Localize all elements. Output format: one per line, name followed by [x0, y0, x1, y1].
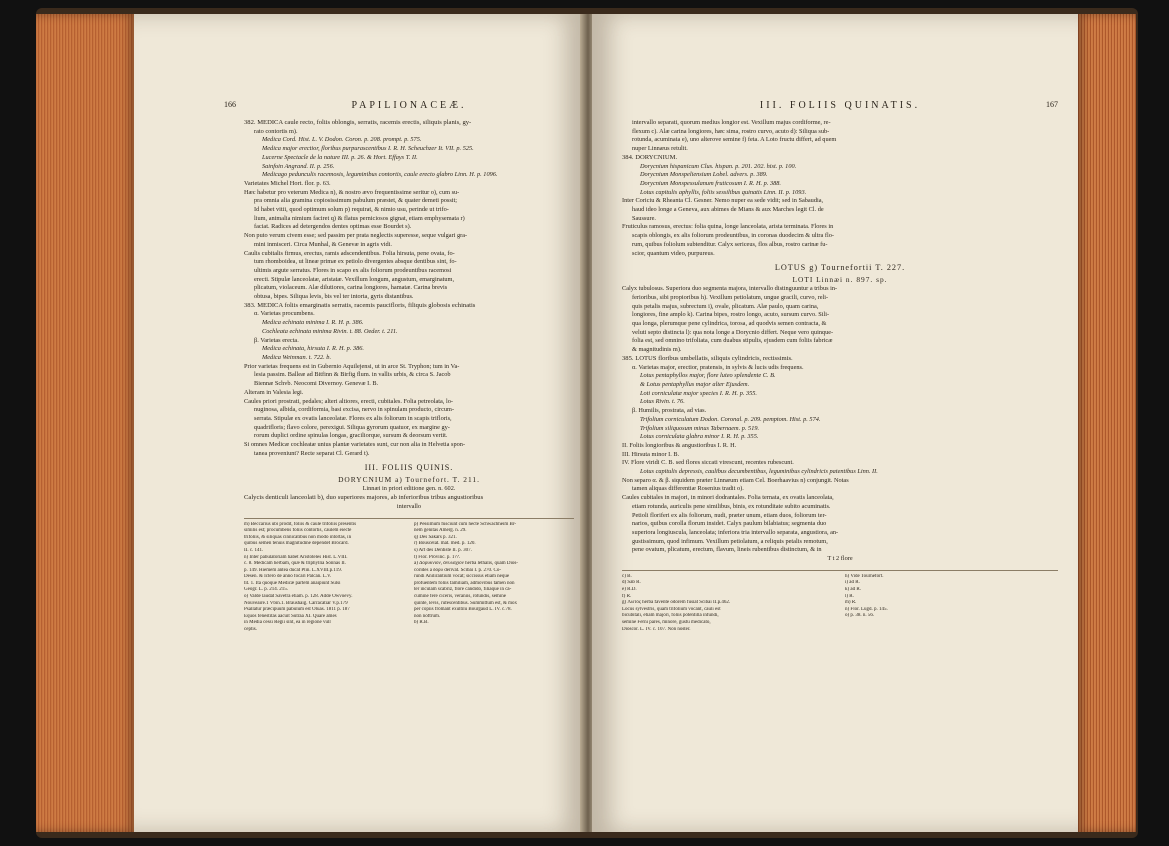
footnote-line: d) Sab R.	[622, 580, 641, 586]
footnote-line: o) Valde laudat Savetra etiam. p. 128. Adde Owvoevy.	[244, 594, 353, 600]
text-line: Linnæi in priori editione gen. n. 602.	[362, 485, 456, 493]
footnote-line: b) R.B.	[414, 620, 429, 626]
text-line: Medicago pedunculis racemosis, leguminibus contortis, caule erecto glabro Linn. H. p. 1096.	[262, 171, 498, 179]
footnote-line: l) R.	[845, 593, 854, 599]
text-line: qua longa, plerumque pene cylindrica, torosa, ad quodvis semen contracta, &	[632, 320, 827, 328]
text-line: Lotus corniculata glabra minor I. R. H. p. 355.	[640, 433, 759, 441]
footnote-line: a) Δορύκνιον, ἀνυλάχιον herba lethalis, quam Dios-	[414, 561, 518, 567]
text-line: Lotus capitulis depressis, caulibus decumbentibus, leguminibus cylindricis patentibus Linn. II.	[640, 468, 878, 476]
footnote-line: n) Inter pabulatoriam habet Aristoteles Hist. L.VIII.	[244, 554, 348, 560]
text-line: Lucerne Spectacle de la nature III. p. 26. & Hort. Effays T. II.	[262, 153, 418, 161]
text-line: Caulis cubitalis firmus, erectus, ramis adscendentibus. Folia hirsuta, pene ovata, fo-	[244, 249, 455, 257]
text-line: quis petalis majus, subrectum i), ovale, plicatum. Alæ paulo, quam carina,	[632, 302, 819, 310]
left-page-content	[224, 14, 574, 832]
text-line: narios, quibus corolla florum insidet. Calyx paulum bilabiatus; segmenta duo	[632, 520, 827, 528]
footnote-line: Desen. & Ictero de anno focari Palcan. L.V.	[244, 574, 332, 580]
text-line: superiora longiuscula, lanceolata; inferiora tria intervallo separata, angustiora, an-	[632, 528, 839, 536]
footnote-line: Nouveaire.1 Vbin.1. Braushaig. Carracatiar V.p.179	[244, 600, 348, 606]
text-line: rum, quibus foliolum subtenditur. Calyx sericeus, flos albus, rostro carinæ fu-	[632, 240, 828, 248]
text-line: & Lotus pentaphyllus major alter Ejusdem.	[640, 380, 750, 388]
footnote-line: m) Beccarius ubi prodit, foliis & caule trifoliis presentis	[244, 521, 357, 527]
footnote-column	[622, 574, 835, 633]
text-line: faciat. Radices ad detergendos dentes optimas esse Bourdet s).	[254, 223, 412, 231]
text-line: Calycis denticuli lanceolati b), duo superiores majores, ab inferioribus tribus angustioribus	[244, 494, 484, 502]
text-line: & magnitudinis m).	[632, 346, 682, 354]
text-line: Sainfoin Angrand. II. p. 256.	[262, 162, 335, 170]
text-line: DORYCNIUM a) Tournefort. T. 211.	[338, 475, 480, 485]
text-line: II. Foliis longioribus & angustioribus I. R. H.	[622, 441, 737, 449]
footnote-line: k) ad R.	[845, 586, 861, 592]
text-line: nuper Linnæus retulit.	[632, 145, 688, 153]
text-line: intervallo separati, quorum medius longior est. Vexillum majus cordiforme, re-	[632, 119, 831, 126]
text-line: Alteram in Valesia legi.	[244, 388, 304, 396]
footnote-column	[845, 574, 1058, 633]
text-line: 382. MEDICA caule recto, foliis oblongis, serratis, racemis erectis, siliquis planis, gy-	[244, 119, 472, 126]
text-line: Calyx tubulosus. Superiora duo segmenta majora, intervallo distinguuntur a tribus in-	[622, 285, 838, 293]
footnote-line: t) Flor. Provinc. p. 1??.	[414, 554, 461, 560]
text-line: 383. MEDICA foliis emarginatis serratis, racemis paucifloris, filiquis globosis echinatis	[244, 301, 476, 309]
text-line: β. Humilis, prostrata, ad vias.	[632, 407, 707, 415]
footnote-line: nem genitas Amerg. n. 29.	[414, 528, 467, 534]
footnote-line: g) Λωτός herba favente odorem fusiat Scibai II.p.462.	[622, 600, 731, 606]
footnote-line: o) p. 38. n. 56.	[845, 613, 875, 619]
text-line: Lotus pentaphyllos major, flore luteo splendente C. B.	[640, 372, 776, 380]
footnote-line: quibus semen tenuis magnitudine dependet Brocard.	[244, 541, 349, 547]
text-line: Hæc habetur pro veterum Medica n), & nostro ævo frequentissime seritur o), cum su-	[244, 188, 460, 196]
running-head-title: PAPILIONACEÆ.	[351, 100, 467, 111]
text-line: Medica Weinman. t. 722. b.	[262, 353, 332, 361]
footnote-line: Geogr. L. p. 214. 215.	[244, 587, 289, 593]
text-line: Dorycnium Monspeliensium Lobel. advers. p. 389.	[640, 171, 768, 179]
footnote-line: profuentem foliis familiam, admovibus tamen non	[414, 580, 515, 586]
right-page-content	[622, 14, 1058, 832]
footnote-line: bicubitali, etiam majori, foliis potentilla infundi,	[622, 613, 719, 619]
footnote-line: c) B.	[622, 573, 632, 579]
footnote-line: cumine fere ciceris, veraniis, rotundis, semine	[414, 594, 506, 600]
text-line: IV. Flore viridi C. B. sed flores siccati virescunt, recentes rubescunt.	[622, 459, 794, 467]
footnote-line: non noftrum.	[414, 613, 441, 619]
footnote-line: s) Art des Dentiste II. p. 307.	[414, 547, 472, 553]
footnote-line: Dioscor. L. IV. c. 107. Non noster.	[622, 626, 691, 632]
footnotes	[244, 518, 574, 634]
footnote-line: q) Des Sakars p. 321.	[414, 534, 457, 540]
text-line: serrata. Stipulæ ex ovatis lanceolatæ. Flores ex alis foliorum in scapis trifloris,	[254, 414, 452, 422]
page-number: 166	[224, 100, 236, 109]
footnote-line: h) Vide Tournefort.	[845, 573, 884, 579]
running-head-title: III. FOLIIS QUINATIS.	[759, 100, 921, 111]
text-line: Medica echinata, hirsuta I. R. H. p. 386.	[262, 345, 364, 353]
footnote-line: similis est; procumbens foliis contortis, caulem eiecte	[244, 528, 352, 534]
text-line: Fruticulus ramosus, erectus: folia quina, longe lanceolata, arista terminata. Flores in	[622, 223, 834, 231]
text-line: nuginosa, albida, cordiformia, basi excisa, nervo in spinulam producto, circum-	[254, 406, 455, 414]
footnote-line: f) R.	[622, 593, 632, 599]
text-line: pra omnia alia gramina copiosissimum pabulum præstet, & quater demeti possit;	[254, 197, 458, 205]
text-line: 384. DORYCNIUM.	[622, 153, 678, 161]
text-line: Medica echinata minima I. R. H. p. 386.	[262, 319, 364, 327]
footnote-line: m) R.	[845, 600, 857, 606]
left-page	[134, 14, 584, 832]
text-line: tamen aliquas differentiæ Rosenius tradit o).	[632, 485, 744, 493]
page-number: 167	[1046, 100, 1058, 109]
text-line: scapis oblongis, ex alis foliorum prodeuntibus, in coronas duodecim & ultra flo-	[632, 232, 834, 240]
text-line: ferioribus, sibi propioribus h). Vexillum petiolatum, ungue gracili, curvo, reli-	[632, 293, 829, 301]
text-line: Dorycnium hispanicum Clus. hispan. p. 201. 202. hist. p. 100.	[640, 162, 797, 170]
text-line: longiores, fine amplo k). Carina bipes, rostro longo, acuto, sursum curvo. Sili-	[632, 311, 830, 319]
footnote-line: i) ad R.	[845, 580, 860, 586]
text-block	[244, 119, 574, 512]
footnote-line: quinte, levis, rufescentibus. Summittum est, & mox	[414, 600, 518, 606]
text-line: α. Varietas major, erectior, pratensis, in sylvis & lucis udis frequens.	[632, 363, 804, 371]
text-line: β. Varietas erecta.	[254, 336, 299, 344]
text-line: Non puto verum civem esse; sed passim per prata neglectis superesse, seque vulgari gra-	[244, 232, 468, 240]
footnote-line: p) Pessimum fusciunt cum hecte Schwachheim Br-	[414, 521, 517, 527]
text-line: rato contortis m).	[254, 127, 298, 135]
text-line: rorum duplici ordine spinulas longas, graciliorque, sursum & deorsum vertit.	[254, 432, 448, 440]
footnote-line: in Media cessi Regii sint, ea in regione vull	[244, 620, 331, 626]
text-line: Trifolium siliquosum minus Tabernaem. p. 519.	[640, 424, 760, 432]
text-line: intervallo	[396, 502, 422, 510]
text-line: erecti. Stipulæ lanceolatæ, aristatæ. Vexillum longum, angustum, emarginatum,	[254, 275, 455, 283]
text-line: LOTI Linnæi n. 897. sp.	[792, 275, 888, 285]
text-line: Dorycnium Monspessulanum fruticosum I. R. H. p. 388.	[640, 179, 781, 187]
text-block	[622, 119, 1058, 564]
text-line: tanea proveniunt? Recte separat Cl. Gerard t).	[254, 449, 370, 457]
footnote-line: n) Flor. Lugd. p. 145.	[845, 606, 888, 612]
text-line: Id habet vitii, quod optimum solum p) requirat, & nimio usu, perinde ut trifo-	[254, 206, 449, 214]
text-line: Lotus capitulis aphyllis, foliis sessilibus quinatis Linn. II. p. 1093.	[640, 188, 807, 196]
footnote-line: ceptis.	[244, 627, 257, 633]
right-page	[592, 14, 1078, 832]
text-line: plicatum, violaceum. Alæ dilutiores, carina longiores, hamatæ. Carina brevis	[254, 284, 448, 292]
text-line: tum rhomboidea, ut lineæ primæ ex petiolo divergentes absque dentibus sint, fo-	[254, 258, 457, 266]
text-line: lium, animalia nimium faciret q) & flatus perniciosos gignat, etiam emphysemata r)	[254, 214, 465, 222]
footnote-line: Locus sylvestris, quam trifolium vocant, cauli est	[622, 606, 721, 612]
footnote-line: II. c. 141.	[244, 547, 264, 553]
footnote-line: e) R.D.	[622, 586, 637, 592]
text-line: Caules priori prostrati, pedales; alteri altiores, erecti, cubitales. Folia petreolata, lo-	[244, 397, 453, 405]
text-line: haud ideo longe a Geneva, aux abimes de Mians & aux Marches legit Cl. de	[632, 206, 824, 214]
text-line: flexum c). Alæ carina longiores, hæc sima, rostro curvo, acuto d): Siliqua sub-	[632, 127, 830, 135]
text-line: Petioli floriferi ex alis foliorum, nudi, præter unum, etiam duos, foliorum ter-	[632, 511, 827, 519]
text-line: quadrifloris; flavo colore, perexigui. Siliqua gyrorum quatuor, ex margine gy-	[254, 423, 450, 431]
text-line: III. Hirsuta minor I. B.	[622, 450, 680, 458]
text-line: Non separo α. & β. siquidem præter Linnæum etiam Cel. Boerhaavius n) conjungit. Notas	[622, 476, 849, 484]
text-line: Trifolium corniculatum Dodon. Coronal. p. 209. pemptom. Hist. p. 574.	[640, 415, 821, 423]
footnotes	[622, 570, 1058, 633]
footnote-column	[244, 522, 404, 634]
footnote-line: tit. 1. Ita quoque Medicæ partem anaipiunt Sulsi	[244, 580, 341, 586]
text-line: lesia passim. Balleæ ad Bitfinn & Birfig flum. in vallis urbis, & circa S. Jacob	[254, 371, 451, 379]
text-line: Caules cubitales in majori, in minori dodrantales. Folia ternata, ex ovatis lanceolata,	[622, 494, 834, 502]
text-line: Varietates Michel Hort. flor. p. 63.	[244, 179, 331, 187]
footnote-line: c. 8. Medicam herbam, quæ & triphyllia Sonnas II.	[244, 561, 346, 567]
text-line: veluti septo distincta l): qua nota longe a Dorycnio differt. Neque vero quinque-	[632, 328, 834, 336]
footnote-line: Psallatur præcipuum pabulum est Oluas. 1811 p. 187	[244, 607, 350, 613]
footnote-line: r) Bouscelat. mat. med. p. 120.	[414, 541, 476, 547]
footnote-line: semine Ferni pares, minore, gustu medicato,	[622, 619, 711, 625]
footnote-line: trifoliis, & siliquas cinnicatibus non modo intortas, in	[244, 534, 352, 540]
text-line: Lotus Rivin. t. 76.	[640, 398, 685, 406]
text-line: folia est, sed omnino trifoliata, cum duabus stipulis, ejusdem cum foliis fabricæ	[632, 337, 833, 345]
text-line: obtusa, bipes. Siliqua levis, bis vel ter intorta, gyris distantibus.	[254, 293, 414, 301]
running-head-right	[622, 100, 1058, 111]
text-line: Medica Cord. Hist. L. V. Dodon. Coron. p. 208. prompt. p. 575.	[262, 136, 422, 144]
footnote-line: p. 149. Hiemem antea ducat Plin. L.XVIII.p.119.	[244, 567, 342, 573]
text-line: etiam rotunda, auriculis pene similibus, binis, ex rotunditate subito acuminatis.	[632, 502, 831, 510]
text-line: 385. LOTUS floribus umbellatis, siliquis cylindricis, rectissimis.	[622, 354, 793, 362]
footnote-column	[414, 522, 574, 634]
footnote-line: ter inculam scabriz, flore candido, filiaque in ca-	[414, 587, 512, 593]
footnote-line: per copiis fromant exultilu Bourgaud L. IV. c.78.	[414, 607, 512, 613]
text-line: III. FOLIIS QUINIS.	[364, 463, 454, 473]
text-line: ultimis argute serratus. Flores in scapo ex alis foliorum prodeuntibus racemosi	[254, 266, 452, 274]
text-line: Loti corniculatæ major species I. R. H. p. 355.	[640, 389, 758, 397]
page-edges-left	[36, 14, 136, 832]
footnote-line: corides a δόρυ derivat. Scibai I. p. 270. Co-	[414, 567, 502, 573]
running-head-left	[224, 100, 574, 111]
text-line: α. Varietas procumbens.	[254, 310, 315, 318]
text-line: Si omnes Medicæ cochleatæ unius plantæ varietates sunt, cur non alia in Helvetia spon-	[244, 441, 466, 449]
text-line: pene ovatum, plicatum, erectum, flavum, lineis rubentibus distinctum, & in	[632, 546, 822, 554]
page-edges-right	[1076, 14, 1136, 832]
text-line: rotunda, acuminata e), uno alterove semine f) feta. A Loto fructu differt, ad quem	[632, 136, 837, 144]
footnote-line: Equos fenestitas aacuit Sutraa XI. Quare ames	[244, 613, 337, 619]
text-line: T t 2 flore	[827, 555, 853, 563]
text-line: scior, quantum video, purpureus.	[632, 249, 715, 257]
footnote-line: rundi Anilirantium vocat; siccissus etiam neque	[414, 574, 510, 580]
text-line: Cochleata echinata minima Rivin. t. 88. Oeder. t. 211.	[262, 327, 398, 335]
text-line: gustissimum, quod infimum. Vexillum petiolatum, a reliquis petalis remotum,	[632, 537, 828, 545]
text-line: Prior varietas frequens est in Gubernio Aquilejensi, ut in arce St. Tryphon; tum in Va-	[244, 362, 460, 370]
text-line: Medica major erectior, floribus purpurascentibus I. R. H. Scheuchzer It. VII. p. 525.	[262, 145, 474, 153]
text-line: Saussure.	[632, 214, 656, 222]
text-line: Inter Coriciu & Rheanta Cl. Gesner. Nemo nuper ea sede vidit; sed in Sabaudia,	[622, 197, 824, 205]
text-line: Biennæ Schvb. Neocomi Divernoy. Genevæ I. B.	[254, 380, 379, 388]
text-line: mini inmisceri. Circa Munhal, & Genevæ in agris vidi.	[254, 240, 392, 248]
text-line: LOTUS g) Tournefortii T. 227.	[774, 263, 906, 273]
